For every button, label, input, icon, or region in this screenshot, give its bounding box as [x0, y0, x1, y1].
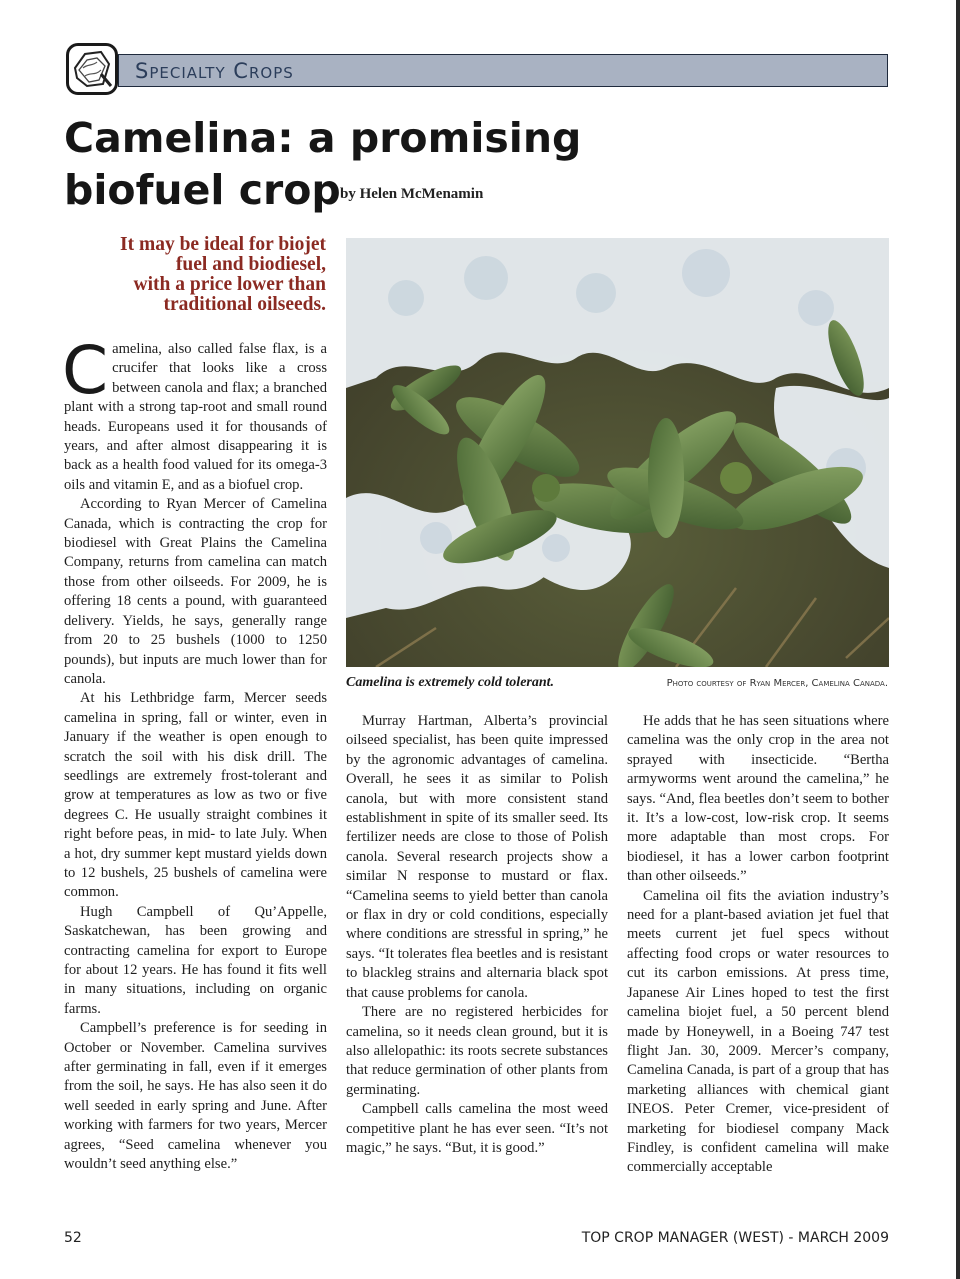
section-label: Specialty Crops — [135, 59, 294, 83]
byline: by Helen McMenamin — [340, 186, 484, 202]
publication-footer: TOP CROP MANAGER (WEST) - MARCH 2009 — [581, 1230, 889, 1246]
headline — [64, 112, 581, 216]
headline-line-1: Camelina: a promising — [64, 114, 582, 162]
paragraph: There are no registered herbicides for camelina, so it needs clean ground, but it is also allelopathic: its roots secrete substances that reduce germination of other plants from germinating. — [346, 1004, 608, 1098]
photo-credit: Photo courtesy of Ryan Mercer, Camelina Canada. — [666, 678, 888, 689]
section-logo — [66, 43, 118, 95]
deck-line-1: It may be ideal for biojet — [120, 234, 326, 255]
article-column-2 — [346, 712, 608, 1158]
paragraph: He adds that he has seen situations where camelina was the only crop in the area not sprayed with insecticide. “Bertha armyworms went around the camelina,” he says. “And, flea beetles don’t seem to bother it. It’s a low-cost, low-risk crop. It seems more adaptable than most crops. For biodiesel, it has a lower carbon footprint than other oilseeds.” — [627, 713, 889, 885]
paragraph: At his Lethbridge farm, Mercer seeds camelina in spring, fall or winter, even in January if the weather is open enough to scratch the soil with his disk drill. The seedlings are extremely frost-tolerant and grow at temperatures as low as two or five degrees C. He usually straight combines it right before peas, in mid- to late July. When a hot, dry summer kept mustard yields down to 12 bushels, 25 bushels of camelina were common. — [64, 690, 327, 901]
deck-line-2: fuel and biodiesel, — [175, 254, 326, 275]
paragraph: Murray Hartman, Alberta’s provincial oilseed specialist, has been quite impressed by the agronomic advantages of camelina. Overall, he sees it as similar to Polish canola, but with more consistent stand establishment in spite of its smaller seed. Its fertilizer needs are close to those of Polish canola. Several research projects show a similar N response to mustard or flax. “Camelina seems to yield better than canola or flax in dry or cold conditions, especially where conditions are stressful in spring,” he says. “It tolerates flea beetles and is resistant to blackleg strains and alternaria black spot that cause problems for canola. — [346, 713, 608, 1001]
paragraph: Camelina, also called false flax, is a crucifer that looks like a cross between canola and flax; a branched plant with a strong tap-root and small round heads. Europeans used it for thousands of years, and after almost disappearing it is back as a health food valued for its omega-3 oils and vitamin E, and as a biofuel crop. — [62, 332, 327, 493]
map-icon — [71, 48, 113, 90]
drop-cap: C — [62, 332, 109, 409]
headline-line-2: biofuel crop — [64, 166, 341, 214]
page-number: 52 — [64, 1230, 82, 1246]
paragraph: Campbell’s preference is for seeding in October or November. Camelina survives after germinating in fall, even if it emerges from the soil, he says. He has also seen it do well seeded in early spring and June. After working with farmers for two years, Mercer agrees, “Seed camelina whenever you wouldn’t seed anything else.” — [64, 1020, 327, 1173]
camelina-plant-illustration — [346, 238, 889, 667]
paragraph: According to Ryan Mercer of Camelina Canada, which is contracting the crop for biodiesel with Great Plains the Camelina Company, returns from camelina can match those from other oilseeds. For 2009, he is offering 18 cents a pound, with guaranteed delivery. Yields, he says, generally range from 20 to 25 bushels (1000 to 1250 pounds), but inputs are much lower than for canola. — [64, 496, 327, 687]
deck-line-3: with a price lower than — [133, 274, 326, 295]
article-column-3 — [627, 712, 889, 1178]
deck-line-4: traditional oilseeds. — [163, 294, 326, 315]
article-column-1 — [62, 332, 327, 1174]
page-edge — [956, 0, 960, 1279]
section-band — [118, 54, 888, 87]
paragraph: Camelina oil fits the aviation industry’s need for a plant-based aviation jet fuel that meets current jet fuel specs without affecting food crops or water resources to cut its carbon emissions. At press time, Japanese Air Lines hoped to test the first camelina biojet fuel, a 50 percent blend made by Honeywell, in a Boeing 747 test flight Jan. 30, 2009. Mercer’s company, Camelina Canada, is part of a group that has marketing alliances with chemical giant INEOS. Peter Cremer, vice-president of marketing for biodiesel company Mack Findley, is confident camelina will make commercially acceptable — [627, 887, 889, 1176]
deck — [64, 235, 326, 315]
paragraph: Campbell calls camelina the most weed competitive plant he has ever seen. “It’s not magic,” he says. “But, it is good.” — [346, 1101, 608, 1156]
paragraph: Hugh Campbell of Qu’Appelle, Saskatchewan, has been growing and contracting camelina for export to Europe for about 12 years. He has found it fits well in many situations, including on organic farms. — [64, 903, 327, 1017]
photo-caption: Camelina is extremely cold tolerant. — [346, 675, 555, 690]
camelina-photo — [346, 238, 889, 667]
